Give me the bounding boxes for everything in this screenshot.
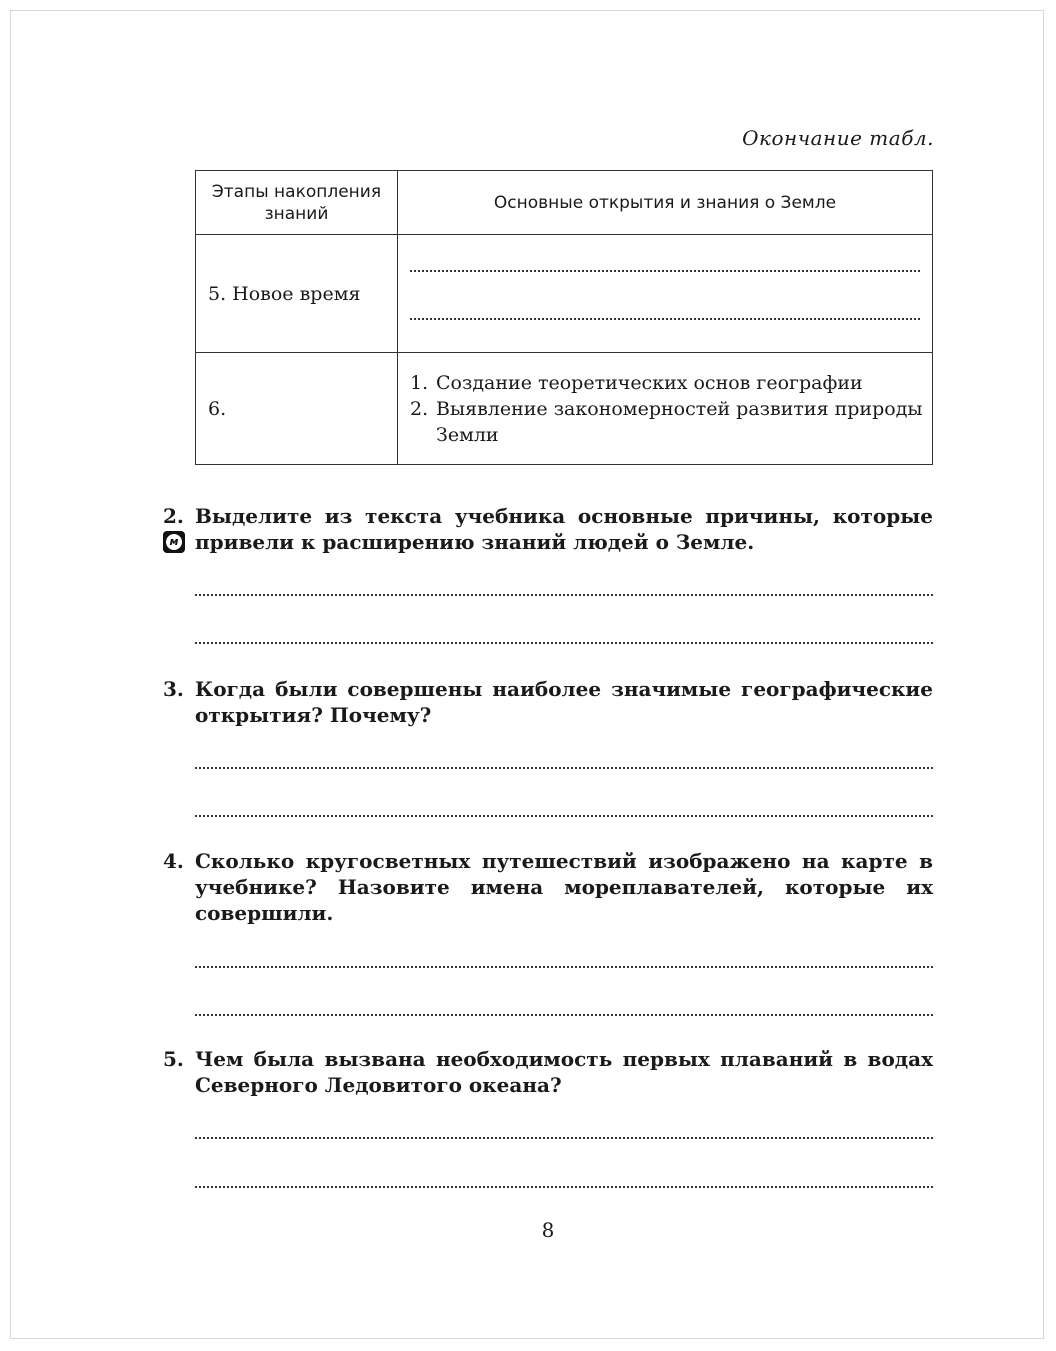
item-number: 2. — [410, 397, 429, 420]
answer-line[interactable] — [195, 765, 933, 769]
answer-line[interactable] — [410, 316, 920, 320]
answer-line[interactable] — [410, 268, 920, 272]
page-number: 8 — [541, 1218, 555, 1242]
table-continuation-caption: Окончание табл. — [742, 126, 934, 150]
stages-table — [195, 170, 933, 465]
answer-line[interactable] — [195, 813, 933, 817]
discoveries-list — [398, 370, 932, 448]
table-row — [196, 353, 933, 465]
table-row — [196, 235, 933, 353]
discoveries-cell — [398, 353, 933, 465]
question-text: Чем была вызвана необходимость первых плаваний в водах Северного Ледовитого океана? — [195, 1047, 933, 1097]
answer-line[interactable] — [195, 1135, 933, 1139]
question-number: 5. — [163, 1047, 184, 1071]
answer-line[interactable] — [195, 640, 933, 644]
list-item — [410, 396, 932, 448]
badge-letter: м — [166, 534, 182, 550]
question-4 — [163, 848, 933, 926]
question-number: 2. — [163, 504, 184, 528]
question-number: 3. — [163, 677, 184, 701]
header-discoveries: Основные открытия и знания о Земле — [398, 171, 933, 235]
media-badge-icon — [163, 531, 185, 553]
answer-line[interactable] — [195, 1012, 933, 1016]
answer-line[interactable] — [195, 964, 933, 968]
question-2 — [163, 503, 933, 555]
header-stages: Этапы накопления знаний — [196, 171, 398, 235]
question-number: 4. — [163, 849, 184, 873]
stage-cell: 6. — [196, 353, 398, 465]
table-header-row — [196, 171, 933, 235]
question-text: Выделите из текста учебника основные причины, которые привели к расширению знаний людей о Земле. — [195, 504, 933, 554]
list-item — [410, 370, 932, 396]
stage-cell: 5. Новое время — [196, 235, 398, 353]
answer-line[interactable] — [195, 592, 933, 596]
item-text: Создание теоретических основ географии — [436, 371, 863, 394]
item-text: Выявление закономерностей развития природы Земли — [436, 397, 923, 446]
question-text: Когда были совершены наиболее значимые географические открытия? Почему? — [195, 677, 933, 727]
question-3 — [163, 676, 933, 728]
question-text: Сколько кругосветных путешествий изображено на карте в учебнике? Назовите имена мореплавателей, которые их совершили. — [195, 849, 933, 925]
item-number: 1. — [410, 371, 429, 394]
answer-line[interactable] — [195, 1184, 933, 1188]
question-5 — [163, 1046, 933, 1098]
answer-cell[interactable] — [398, 235, 933, 353]
